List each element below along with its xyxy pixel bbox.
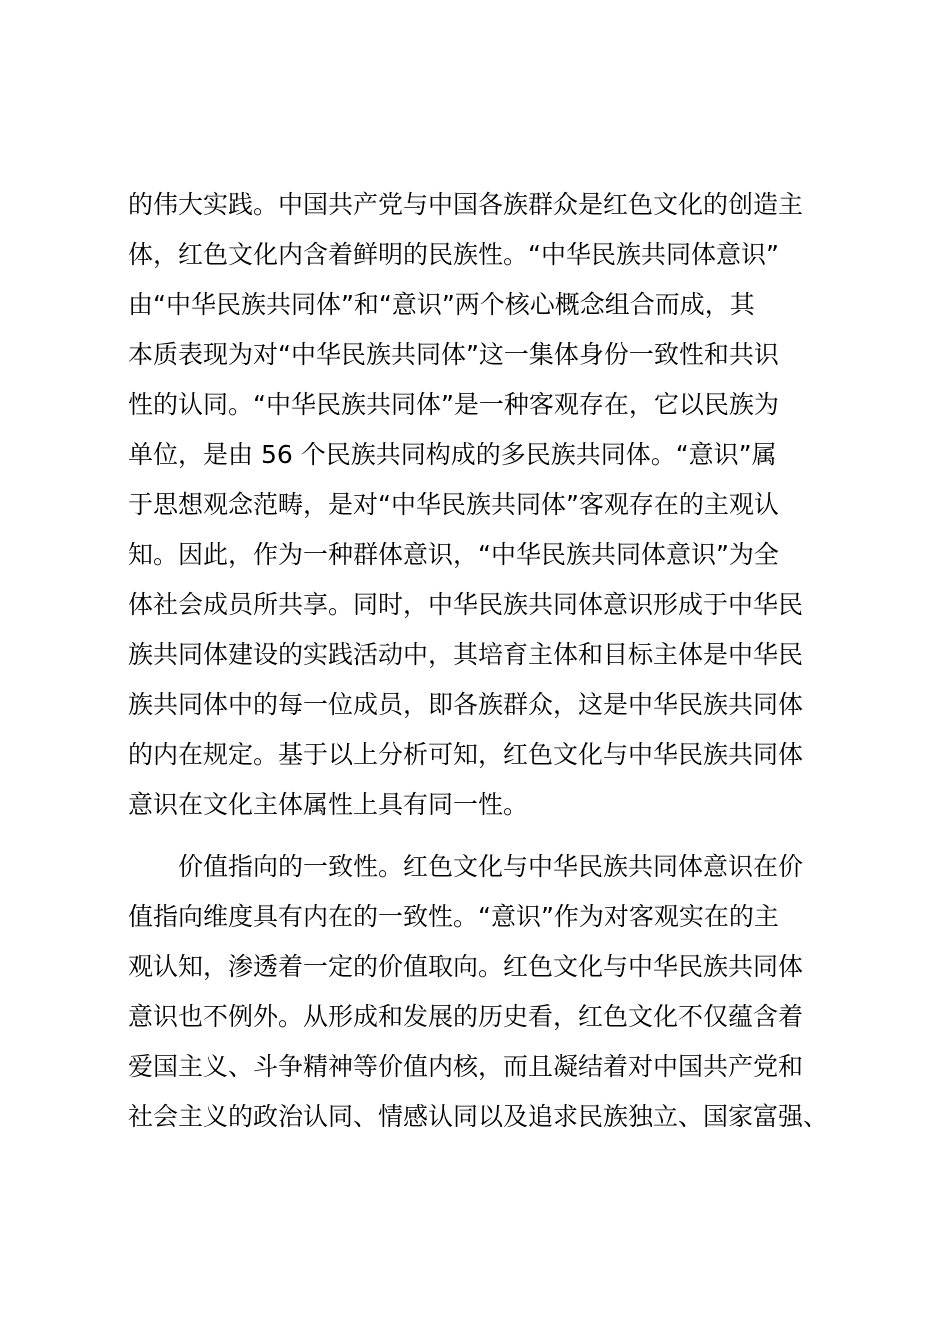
text-line: 意识也不例外。从形成和发展的历史看，红色文化不仅蕴含着 [128,1002,804,1031]
paragraph-cultural-subject [128,180,848,830]
text-line: 值指向维度具有内在的一致性。“意识”作为对客观实在的主 [128,902,779,931]
text-line: 单位，是由 56 个民族共同构成的多民族共同体。“意识”属 [128,440,777,469]
text-line: 体，红色文化内含着鲜明的民族性。“中华民族共同体意识” [128,240,779,269]
text-line: 知。因此，作为一种群体意识，“中华民族共同体意识”为全 [128,540,779,569]
text-line: 的伟大实践。中国共产党与中国各族群众是红色文化的创造主 [128,190,804,219]
text-line-first: 价值指向的一致性。红色文化与中华民族共同体意识在价 [178,852,804,881]
text-line: 爱国主义、斗争精神等价值内核，而且凝结着对中国共产党和 [128,1052,804,1081]
paragraph-value-orientation [128,842,848,1142]
text-line: 观认知，渗透着一定的价值取向。红色文化与中华民族共同体 [128,952,804,981]
text-line: 于思想观念范畴，是对“中华民族共同体”客观存在的主观认 [128,490,779,519]
text-line: 由“中华民族共同体”和“意识”两个核心概念组合而成，其 [128,290,755,319]
text-line: 性的认同。“中华民族共同体”是一种客观存在，它以民族为 [128,390,779,419]
text-line: 社会主义的政治认同、情感认同以及追求民族独立、国家富强、 [128,1102,829,1131]
text-line: 族共同体建设的实践活动中，其培育主体和目标主体是中华民 [128,640,804,669]
text-line: 意识在文化主体属性上具有同一性。 [128,790,529,819]
text-line: 族共同体中的每一位成员，即各族群众，这是中华民族共同体 [128,690,804,719]
text-line: 本质表现为对“中华民族共同体”这一集体身份一致性和共识 [128,340,779,369]
text-line: 体社会成员所共享。同时，中华民族共同体意识形成于中华民 [128,590,804,619]
text-line: 的内在规定。基于以上分析可知，红色文化与中华民族共同体 [128,740,804,769]
